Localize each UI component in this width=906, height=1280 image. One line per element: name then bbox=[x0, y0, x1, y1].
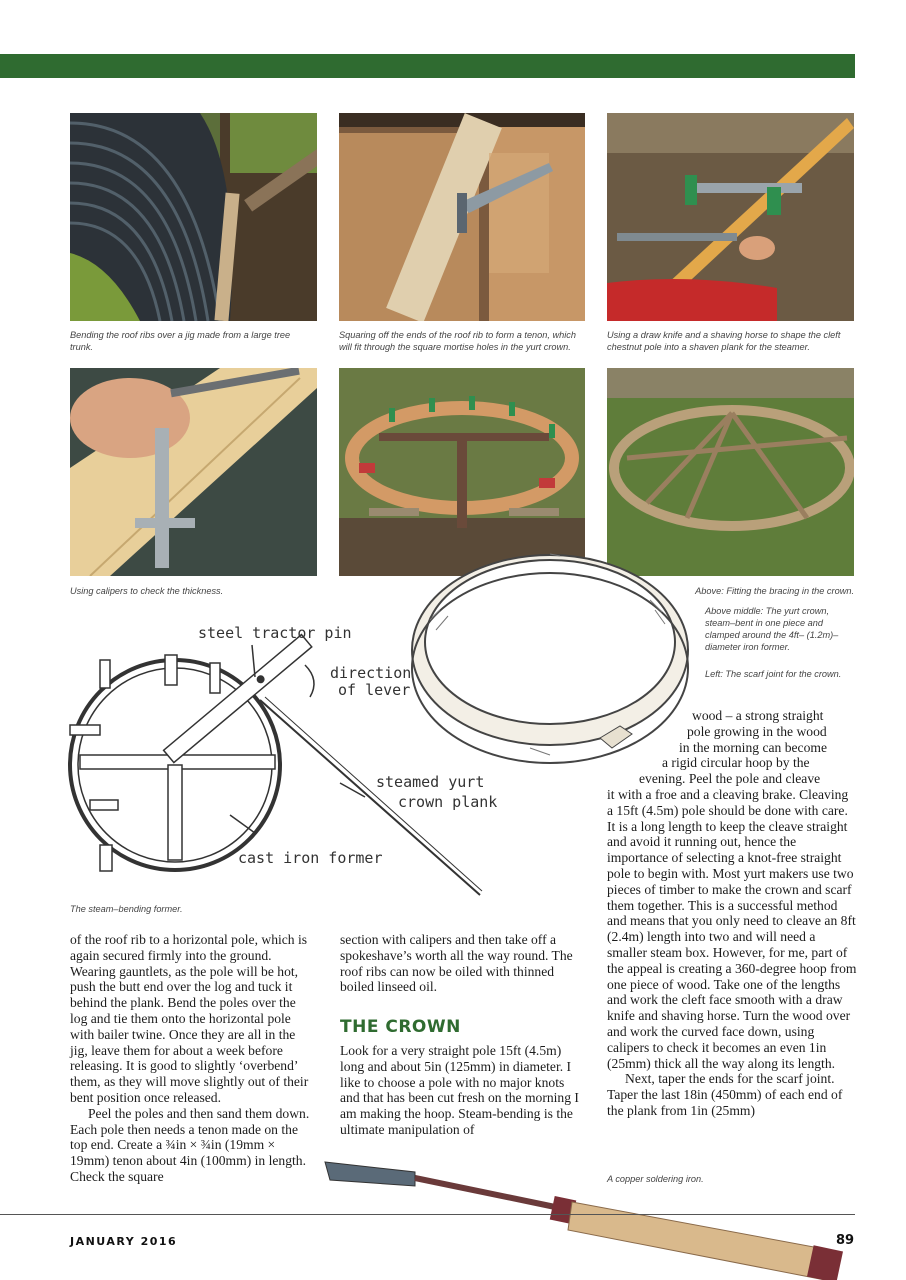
caption-former: The steam–bending former. bbox=[70, 904, 183, 914]
label-steamed-yurt: steamed yurt bbox=[376, 773, 485, 791]
label-of-lever: of lever bbox=[338, 681, 411, 699]
issue-date: JANUARY 2016 bbox=[70, 1235, 178, 1248]
col3-line-5: evening. Peel the pole and cleave bbox=[639, 771, 821, 787]
col3-line-3: in the morning can become bbox=[679, 739, 827, 755]
photo-calipers bbox=[70, 368, 317, 576]
caption-above: Above: Fitting the bracing in the crown. bbox=[695, 586, 854, 596]
col3-line-1: wood – a strong straight bbox=[692, 708, 824, 723]
footer-rule bbox=[0, 1214, 855, 1215]
col3-line-4: a rigid circular hoop by the bbox=[662, 755, 810, 771]
col3-paragraph-1: it with a froe and a cleaving brake. Cleaving a 15ft (4.5m) pole should be done with care. It is a long length to keep the cleave straight and avoid it running out, hence the importance of selecting a knot-free straight pole to begin with. Most yurt makers use two pieces of timber to make the crown and scarf them together. This is a successful method and means that you only need to cleave an 8ft (2.4m) length into two and will need a smaller steam box. However, for me, part of the appeal is creating a 360-degree hoop from one piece of wood. Take one of the lengths and work the cleft face smooth with a draw knife and shaving horse. Turn the wood over and work the curved face down, using calipers to check it becomes an even 1in (25mm) thick all the way along its length. bbox=[607, 786, 857, 1071]
section-heading-crown: THE CROWN bbox=[340, 1017, 461, 1037]
header-bar bbox=[0, 54, 855, 78]
article-column-2b bbox=[340, 1043, 585, 1138]
steam-bending-diagram bbox=[60, 605, 520, 905]
col1-paragraph-1: of the roof rib to a horizontal pole, which is again secured firmly into the ground. Wearing gauntlets, as the pole will be hot, push the butt end over the log and tuck it behind the plank. Bend the poles over the log and tie them onto the horizontal pole with bailer twine. Once they are all in the jig, leave them for about a week before releasing. It is good to slightly ‘overbend’ them, as they will move slightly out of their bent position once released. bbox=[70, 932, 309, 1105]
article-column-1 bbox=[70, 932, 315, 1185]
caption-iron: A copper soldering iron. bbox=[607, 1174, 704, 1184]
article-column-3 bbox=[607, 708, 857, 1119]
caption-above-middle: Above middle: The yurt crown, steam–bent in one piece and clamped around the 4ft– (1.2m)– diameter iron former. bbox=[705, 606, 839, 652]
label-direction: direction bbox=[330, 664, 412, 682]
col2-paragraph-2: Look for a very straight pole 15ft (4.5m) long and about 5in (125mm) in diameter. I like to choose a pole with no major knots and that has been cut fresh on the morning I am making the hoop. Steam-bending is the ultimate manipulation of bbox=[340, 1043, 579, 1137]
article-column-2 bbox=[340, 932, 585, 995]
caption-left: Left: The scarf joint for the crown. bbox=[705, 669, 842, 679]
photo-draw-knife bbox=[607, 113, 854, 321]
photo-squaring-tenon bbox=[339, 113, 585, 321]
col1-paragraph-2: Peel the poles and then sand them down. Each pole then needs a tenon made on the top end. Create a ¾in × ¾in (19mm × 19mm) tenon about 4in (100mm) in length. Check the square bbox=[70, 1105, 310, 1184]
label-cast-iron-former: cast iron former bbox=[238, 849, 383, 867]
photo-roof-ribs-jig bbox=[70, 113, 317, 321]
label-crown-plank: crown plank bbox=[398, 793, 498, 811]
page-number: 89 bbox=[836, 1233, 855, 1248]
col2-paragraph-1: section with calipers and then take off a spokeshave’s worth all the way round. The roof ribs can now be oiled with thinned boiled linseed oil. bbox=[340, 932, 573, 995]
caption-photo-2: Squaring off the ends of the roof rib to form a tenon, which will fit through the square mortise holes in the yurt crown. bbox=[339, 330, 576, 352]
label-steel-tractor-pin: steel tractor pin bbox=[198, 624, 352, 642]
soldering-iron-illustration bbox=[320, 1150, 860, 1280]
caption-photo-1: Bending the roof ribs over a jig made from a large tree trunk. bbox=[70, 330, 291, 352]
caption-photo-4: Using calipers to check the thickness. bbox=[70, 586, 224, 596]
caption-photo-3: Using a draw knife and a shaving horse to shape the cleft chestnut pole into a shaven plank for the steamer. bbox=[607, 330, 841, 352]
col3-line-2: pole growing in the wood bbox=[687, 723, 827, 739]
col3-paragraph-2: Next, taper the ends for the scarf joint. Taper the last 18in (450mm) of each end of the plank from 1in (25mm) bbox=[607, 1071, 843, 1118]
